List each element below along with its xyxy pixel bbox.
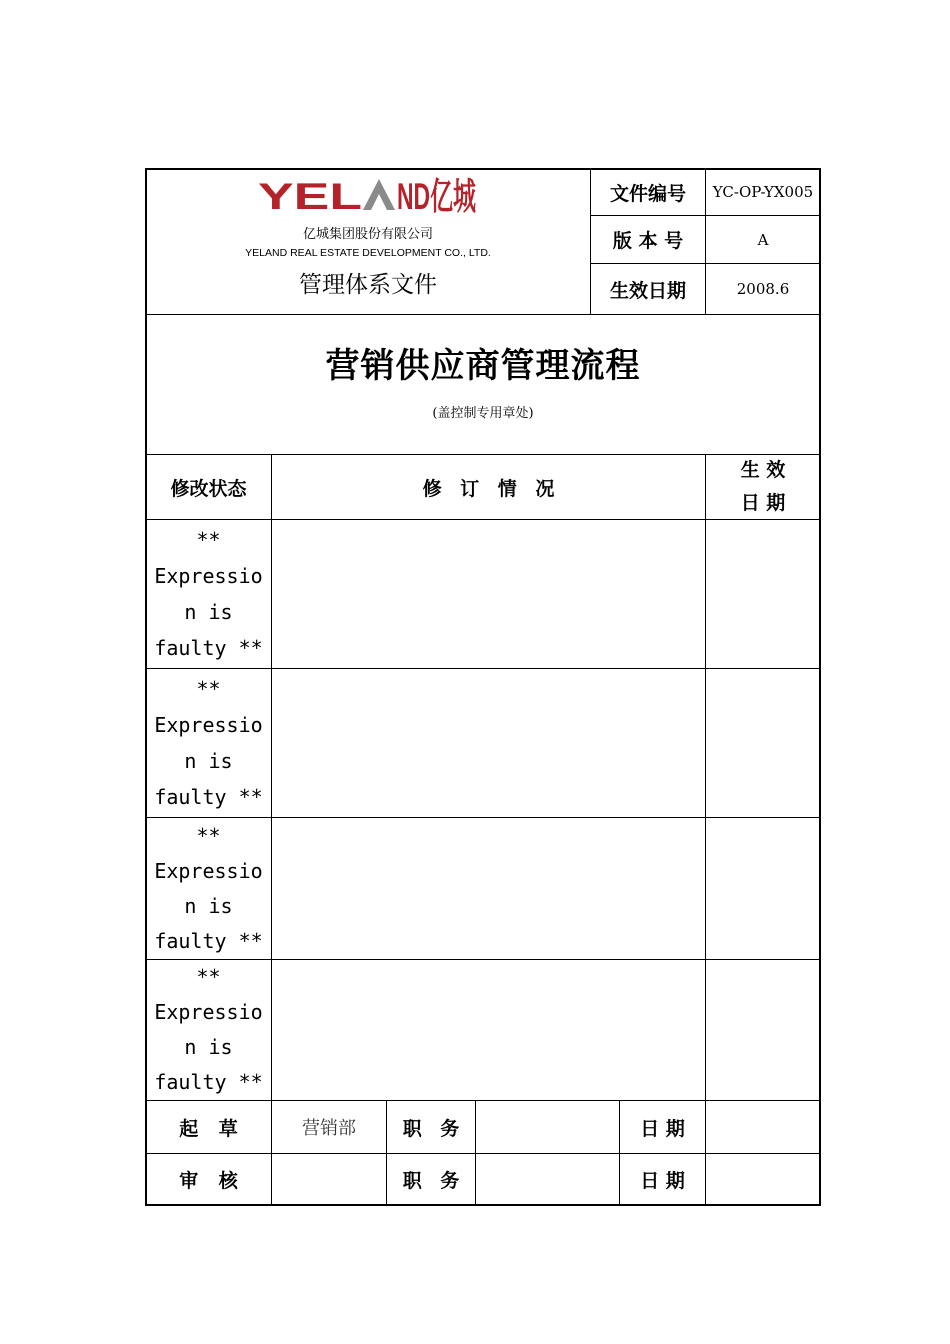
divider [146,314,820,315]
review-label: 审 核 [179,1170,238,1192]
document-type: 管理体系文件 [299,272,437,298]
stamp-note: (盖控制专用章处) [432,406,534,421]
doc-number-value: YC-OP-YX005 [712,183,814,201]
svg-text:YEL: YEL [258,176,362,217]
date-label: 日 期 [640,1117,685,1140]
review-position-value [476,1154,619,1205]
table-row-date [706,520,820,668]
company-name-en: YELAND REAL ESTATE DEVELOPMENT CO., LTD. [245,247,491,259]
table-row-date [706,818,820,959]
version-label: 版 本 号 [612,230,684,252]
col-header-status: 修改状态 [170,477,247,500]
version-value: A [757,230,769,249]
draft-value: 营销部 [302,1118,356,1139]
draft-position-value [476,1101,619,1153]
table-row-status: ** Expressio n is faulty ** [154,965,263,1094]
effective-date-value: 2008.6 [736,280,790,298]
table-row-details [272,520,705,668]
table-row-date [706,669,820,817]
col-header-effective-date [706,455,820,519]
table-row-date [706,960,820,1100]
svg-text:ND亿城: ND亿城 [397,176,476,217]
page-title: 营销供应商管理流程 [325,346,641,386]
table-row-status: ** Expressio n is faulty ** [154,823,263,953]
col-header-date-line2: 日 期 [740,492,786,514]
table-row-status: ** Expressio n is faulty ** [154,528,263,660]
position-label: 职 务 [402,1117,460,1140]
review-date-value [706,1154,820,1205]
review-value [272,1154,386,1205]
table-row-details [272,960,705,1100]
draft-date-value [706,1101,820,1153]
position-label: 职 务 [402,1170,460,1192]
doc-number-label: 文件编号 [609,182,686,205]
table-row-details [272,669,705,817]
draft-label: 起 草 [179,1117,238,1140]
company-logo [258,176,478,216]
effective-date-label: 生效日期 [609,279,686,302]
company-name-cn: 亿城集团股份有限公司 [302,227,433,242]
col-header-date-line1: 生 效 [740,459,786,481]
table-row-details [272,818,705,959]
table-row-status: ** Expressio n is faulty ** [154,677,263,809]
date-label: 日 期 [640,1170,685,1192]
col-header-details: 修 订 情 况 [422,477,555,500]
